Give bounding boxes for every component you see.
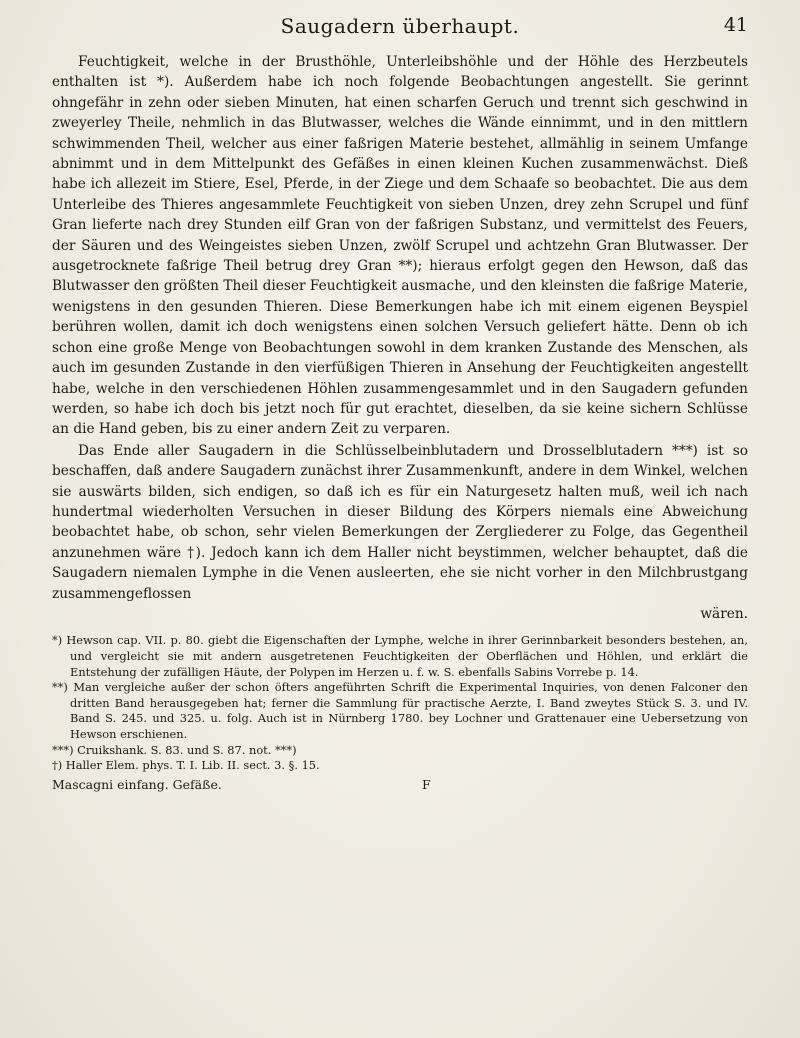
paragraph: Feuchtigkeit, welche in der Brusthöhle, Unterleibshöhle und der Höhle des Herzbeutels enthalten ist *). Außerdem habe ich noch folgende Beobachtungen angestellt. Sie gerinnt ohngefähr in zehn oder sieben Minuten, hat einen scharfen Geruch und trennt sich geschwind in zweyerley Theile, nehmlich in das Blutwasser, welches die Wände einnimmt, und in den mittlern schwimmenden Theil, welcher aus einer faßrigen Materie bestehet, allmählig in seinem Umfange abnimmt und in dem Mittelpunkt des Gefäßes in einen kleinen Kuchen zusammenwächst. Dieß habe ich allezeit im Stiere, Esel, Pferde, in der Ziege und dem Schaafe so beobachtet. Die aus dem Unterleibe des Thieres angesammlete Feuchtigkeit von sieben Unzen, drey zehn Scrupel und fünf Gran lieferte nach drey Stunden eilf Gran von der faßrigen Substanz, und vermittelst des Feuers, der Säuren und des Weingeistes sieben Unzen, zwölf Scrupel und achtzehn Gran Blutwasser. Der ausgetrocknete faßrige Theil betrug drey Gran **); hieraus erfolgt gegen den Hewson, daß das Blutwasser den größten Theil dieser Feuchtigkeit ausmache, und den kleinsten die faßrige Materie, wenigstens in den gesunden Thieren. Diese Bemerkungen habe ich mit einem eigenen Beyspiel berühren wollen, damit ich doch wenigstens einen solchen Versuch geliefert hätte. Denn ob ich schon eine große Menge von Beobachtungen sowohl in dem kranken Zustande des Menschen, als auch im gesunden Zustande in den vierfüßigen Thieren in Ansehung der Feuchtigkeiten angestellt habe, welche in den verschiedenen Höhlen zusammengesammlet und in den Saugadern gefunden werden, so habe ich doch bis jetzt noch für gut erachtet, dieselben, da sie keine sichern Schlüsse an die Hand geben, bis zu einer andern Zeit zu verparen. — [52, 54, 748, 438]
footnote: **) Man vergleiche außer der schon öfters angeführten Schrift die Experimental Inquiries, von denen Falconer den dritten Band herausgegeben hat; ferner die Sammlung für practische Aerzte, I. Band zweytes Stück S. 3. und IV. Band S. 245. und 325. u. folg. Auch ist in Nürnberg 1780. bey Lochner und Grattenauer eine Uebersetzung von Hewson erschienen. — [52, 680, 748, 741]
signature-line — [52, 777, 748, 795]
catchword: Mascagni einfang. Gefäße. — [52, 776, 222, 792]
running-head: Saugadern überhaupt. — [280, 14, 520, 38]
footnote: *) Hewson cap. VII. p. 80. giebt die Eigenschaften der Lymphe, welche in ihrer Gerinnbarkeit besonders bestehen, an, und vergleicht sie mit andern ausgetretenen Feuchtigkeiten der Oberflächen und Höhlen, und erklärt die Entstehung der zufälligen Häute, der Polypen im Herzen u. f. w. S. ebenfalls Sabins Vorrebe p. 14. — [52, 633, 748, 679]
paragraph-end: wären. — [700, 605, 748, 622]
page-number: 41 — [723, 14, 748, 36]
footnote: †) Haller Elem. phys. T. I. Lib. II. sect. 3. §. 15. — [52, 758, 320, 773]
page-header — [52, 12, 748, 52]
footnote: ***) Cruikshank. S. 83. und S. 87. not. ***) — [52, 742, 297, 757]
paragraph: Das Ende aller Saugadern in die Schlüsselbeinblutadern und Drosselblutadern ***) ist so beschaffen, daß andere Saugadern zunächst ihrer Zusammenkunft, andere in dem Winkel, welchen sie auswärts bilden, sich endigen, so daß ich es für ein Naturgesetz halten muß, weil ich nach hundertmal wiederholten Versuchen in dieser Bildung des Körpers niemals eine Abweichung beobachtet habe, ob schon, sehr vielen Bemerkungen der Zergliederer zu Folge, das Gegentheil anzunehmen wäre †). Jedoch kann ich dem Haller nicht beystimmen, welcher behauptet, daß die Saugadern niemalen Lymphe in die Venen ausleerten, ehe sie nicht vorher in den Milchbrustgang zusammengeflossen — [52, 442, 748, 602]
footnotes — [52, 633, 748, 773]
body-text — [52, 52, 748, 624]
signature-mark: F — [422, 776, 431, 792]
